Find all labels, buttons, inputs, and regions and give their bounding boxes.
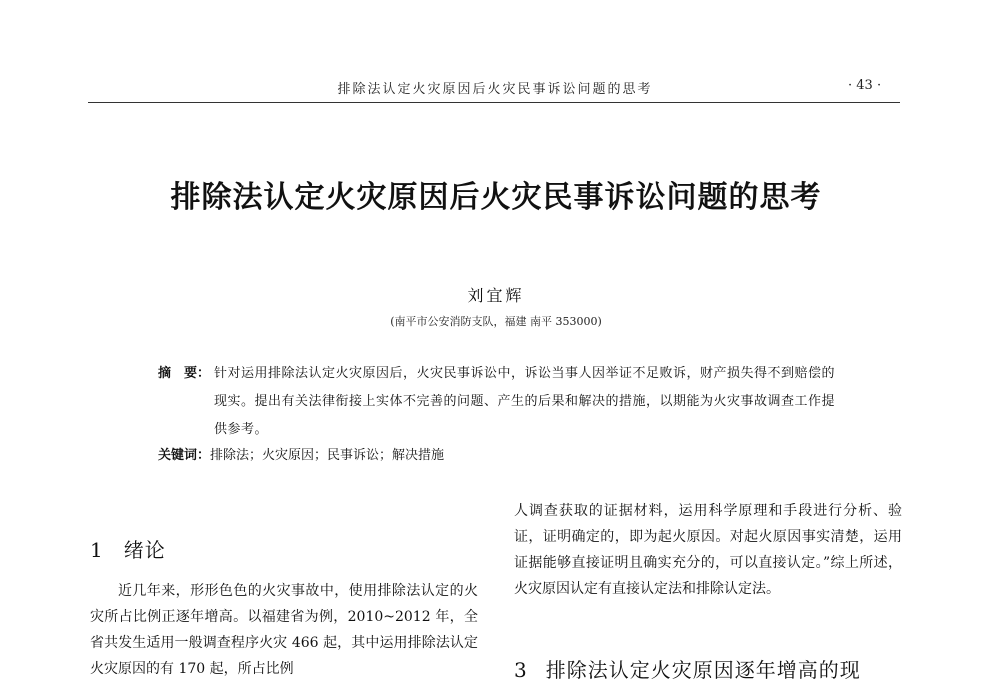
right-column — [514, 498, 902, 602]
keywords-text: 排除法；火灾原因；民事诉讼；解决措施 — [210, 448, 445, 463]
section-1-paragraph: 近几年来，形形色色的火灾事故中，使用排除法认定的火灾所占比例正逐年增高。以福建省为例，2010~2012 年，全省共发生适用一般调查程序火灾 466 起，其中运用排除法认定火灾原因的有 170 起，所占比例 — [90, 583, 478, 677]
right-column-paragraph: 人调查获取的证据材料，运用科学原理和手段进行分析、验证，证明确定的，即为起火原因。对起火原因事实清楚，运用证据能够直接证明且确实充分的，可以直接认定。”综上所述，火灾原因认定有直接认定法和排除认定法。 — [514, 503, 902, 597]
header-rule — [88, 102, 900, 103]
abstract-block — [158, 360, 848, 444]
section-3-title: 排除法认定火灾原因逐年增高的现 — [545, 658, 861, 682]
page-number: · 43 · — [848, 78, 882, 93]
abstract-text: 针对运用排除法认定火灾原因后，火灾民事诉讼中，诉讼当事人因举证不足败诉，财产损失得不到赔偿的现实。提出有关法律衔接上实体不完善的问题、产生的后果和解决的措施，以期能为火灾事故调查工作提供参考。 — [214, 366, 836, 437]
running-head: 排除法认定火灾原因后火灾民事诉讼问题的思考 — [337, 82, 653, 97]
section-3-heading — [514, 654, 861, 683]
section-1-number: 1 — [90, 538, 104, 562]
abstract-label: 摘 要： — [158, 366, 211, 381]
author-name: 刘宜辉 — [467, 286, 525, 305]
article-title: 排除法认定火灾原因后火灾民事诉讼问题的思考 — [170, 180, 822, 215]
author-affiliation: (南平市公安消防支队，福建 南平 353000) — [390, 315, 602, 328]
keywords-label: 关键词： — [158, 448, 211, 463]
left-column — [90, 578, 478, 682]
section-1-heading — [90, 534, 166, 563]
keywords-block — [158, 444, 444, 463]
section-1-title: 绪论 — [123, 538, 166, 562]
section-3-number: 3 — [514, 658, 528, 682]
